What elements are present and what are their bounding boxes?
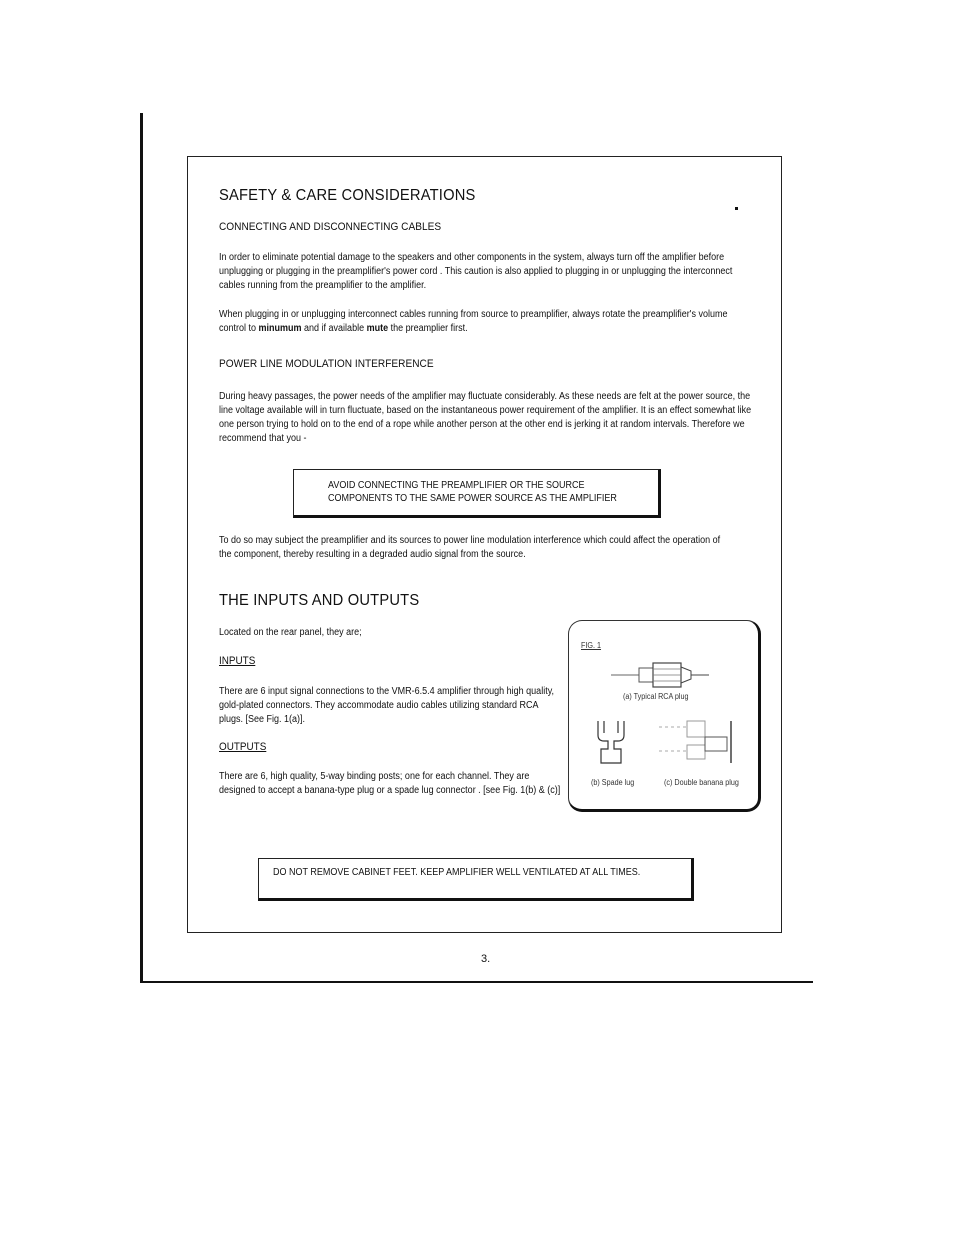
- double-banana-plug-icon: [657, 717, 735, 767]
- subheading-cables: CONNECTING AND DISCONNECTING CABLES: [219, 221, 442, 233]
- label-outputs: OUTPUTS: [219, 741, 267, 753]
- caption-banana: (c) Double banana plug: [664, 778, 739, 787]
- paragraph-cables-2: [219, 308, 750, 336]
- subheading-power: POWER LINE MODULATION INTERFERENCE: [219, 358, 434, 370]
- bold-minimum: minumum: [258, 323, 302, 334]
- caption-rca: (a) Typical RCA plug: [623, 692, 689, 701]
- speck: [735, 207, 738, 210]
- bottom-rule: [140, 981, 813, 983]
- warning-avoid-line1: AVOID CONNECTING THE PREAMPLIFIER OR THE SOURCE: [328, 480, 585, 491]
- heading-safety: SAFETY & CARE CONSIDERATIONS: [219, 187, 476, 204]
- paragraph-inputs: There are 6 input signal connections to the VMR-6.5.4 amplifier through high quality, gold-plated connectors. They accommodate audio cables utilizing standard RCA plugs. [See Fig. 1(a)].: [219, 686, 555, 725]
- paragraph-power: During heavy passages, the power needs of the amplifier may fluctuate considerably. As these needs are felt at the power source, the line voltage available will in turn fluctuate, based on the instantaneous power requirement of the amplifier. It is an effect somewhat like one person trying to hold on to the end of a rope while another person at the other end is jerking it at random intervals. Therefore we recommend that you -: [219, 391, 752, 444]
- rca-plug-icon: [609, 659, 719, 691]
- warning-feet-text: DO NOT REMOVE CABINET FEET. KEEP AMPLIFIER WELL VENTILATED AT ALL TIMES.: [273, 867, 641, 878]
- paragraph-subject: To do so may subject the preamplifier and its sources to power line modulation interference which could affect the operation of the component, thereby resulting in a degraded audio signal from the source.: [219, 535, 721, 560]
- left-margin-bar: [140, 113, 143, 983]
- para-cables-2-pre: When plugging in or unplugging interconnect cables running from source to preamplifier, always rotate the preamplifier's volume control to: [219, 309, 728, 334]
- para-cables-2-post: the preamplier first.: [388, 323, 468, 334]
- caption-spade: (b) Spade lug: [591, 778, 635, 787]
- warning-box-feet: [258, 858, 694, 901]
- label-inputs: INPUTS: [219, 655, 256, 667]
- paragraph-outputs: There are 6, high quality, 5-way binding posts; one for each channel. They are designed to accept a banana-type plug or a spade lug connector . [see Fig. 1(b) & (c)]: [219, 771, 561, 796]
- bold-mute: mute: [366, 323, 389, 334]
- para-cables-2-mid: and if available: [301, 323, 367, 334]
- warning-avoid-line2: COMPONENTS TO THE SAME POWER SOURCE AS THE AMPLIFIER: [328, 493, 617, 504]
- figure-title: FIG. 1: [581, 641, 602, 650]
- heading-inputs-outputs: THE INPUTS AND OUTPUTS: [219, 592, 420, 609]
- warning-box-avoid: [293, 469, 661, 518]
- figure-1-box: [568, 620, 761, 812]
- paragraph-located: Located on the rear panel, they are;: [219, 627, 362, 638]
- page-number: 3.: [481, 953, 491, 965]
- paragraph-cables-1: In order to eliminate potential damage to the speakers and other components in the system, always turn off the amplifier before unplugging or plugging in the preamplifier's power cord . This caution is also applied to plugging in or unplugging the interconnect cables running from the preamplifier to the amplifier.: [219, 252, 733, 291]
- spade-lug-icon: [595, 719, 629, 765]
